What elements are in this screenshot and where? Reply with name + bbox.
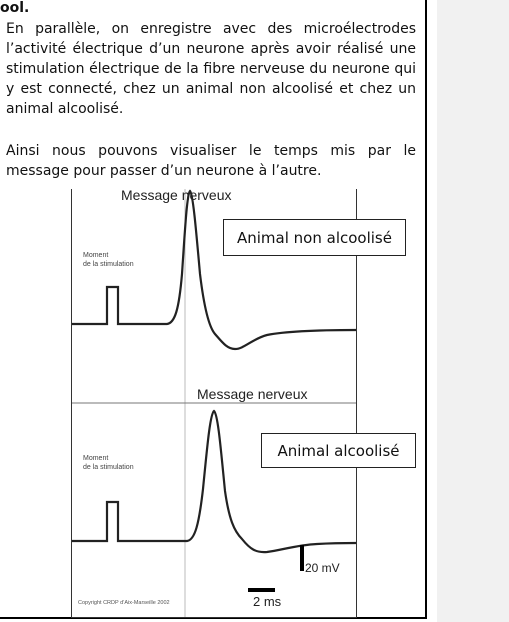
side-panel [437, 0, 509, 622]
copyright-notice: Copyright CRDP d’Aix-Marseille 2002 [78, 600, 170, 606]
bottom-stimulation-label-line2: de la stimulation [83, 464, 134, 471]
top-figure-title: Message nerveux [121, 187, 232, 203]
heading-fragment: ool. [0, 0, 30, 16]
paragraph-purpose: Ainsi nous pouvons visualiser le temps mis par le message pour passer d’un neurone à l’autre. [6, 143, 416, 179]
paragraph-experiment: En parallèle, on enregistre avec des microélectrodes l’activité électrique d’un neurone après avoir réalisé une stimulation électrique de la fibre nerveuse du neurone qui y est connecté, chez un animal non alcoolisé et chez un animal alcoolisé. [6, 21, 416, 117]
time-scale-label: 2 ms [253, 594, 282, 609]
trace-non-alcoholized [72, 191, 356, 349]
top-stimulation-label-line1: Moment [83, 252, 109, 259]
bottom-stimulation-label-line1: Moment [83, 455, 109, 462]
neuron-recording-figure [71, 187, 400, 618]
bottom-figure-title: Message nerveux [197, 386, 308, 402]
top-stimulation-label-line2: de la stimulation [83, 261, 134, 268]
label-alcoholized: Animal alcoolisé [261, 433, 416, 468]
voltage-scale-label: 20 mV [305, 561, 340, 575]
label-non-alcoholized: Animal non alcoolisé [223, 219, 406, 256]
